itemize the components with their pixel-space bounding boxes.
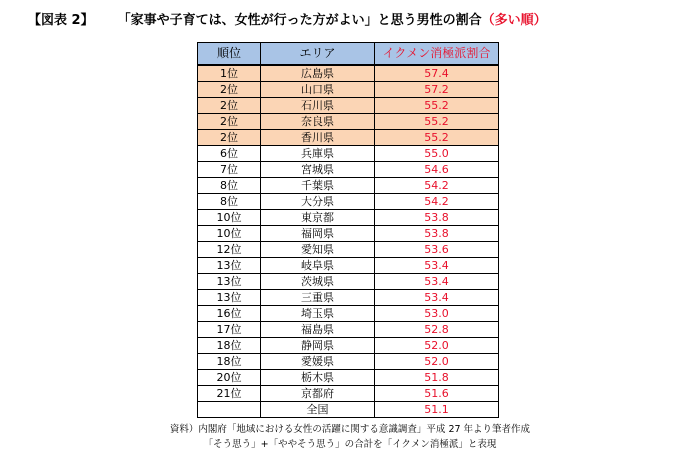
area-cell: 福島県 bbox=[261, 322, 375, 338]
table-header-row bbox=[198, 43, 499, 66]
rank-cell: 2位 bbox=[198, 98, 261, 114]
area-cell: 宮城県 bbox=[261, 162, 375, 178]
value-cell: 52.0 bbox=[375, 354, 499, 370]
value-cell: 51.6 bbox=[375, 386, 499, 402]
table-row bbox=[198, 65, 499, 82]
value-cell: 53.8 bbox=[375, 210, 499, 226]
area-cell: 岐阜県 bbox=[261, 258, 375, 274]
table-row bbox=[198, 322, 499, 338]
rank-cell: 1位 bbox=[198, 65, 261, 82]
table-body bbox=[198, 65, 499, 418]
figure-title-order: （多い順） bbox=[481, 13, 547, 28]
rank-cell: 17位 bbox=[198, 322, 261, 338]
area-cell: 京都府 bbox=[261, 386, 375, 402]
area-cell: 千葉県 bbox=[261, 178, 375, 194]
rank-cell: 10位 bbox=[198, 210, 261, 226]
rank-cell: 2位 bbox=[198, 82, 261, 98]
area-cell: 兵庫県 bbox=[261, 146, 375, 162]
table-row bbox=[198, 210, 499, 226]
rank-cell: 18位 bbox=[198, 338, 261, 354]
rank-cell: 6位 bbox=[198, 146, 261, 162]
table-row bbox=[198, 162, 499, 178]
rank-cell: 13位 bbox=[198, 290, 261, 306]
rank-cell: 2位 bbox=[198, 130, 261, 146]
table-row bbox=[198, 290, 499, 306]
value-cell: 54.2 bbox=[375, 194, 499, 210]
value-cell: 53.6 bbox=[375, 242, 499, 258]
header-ratio: イクメン消極派割合 bbox=[375, 43, 499, 66]
figure-title bbox=[28, 9, 547, 28]
area-cell: 愛知県 bbox=[261, 242, 375, 258]
value-cell: 54.6 bbox=[375, 162, 499, 178]
value-cell: 57.4 bbox=[375, 65, 499, 82]
table-row bbox=[198, 226, 499, 242]
rank-cell bbox=[198, 402, 261, 418]
figure-title-main: 「家事や子育ては、女性が行った方がよい」と思う男性の割合 bbox=[117, 13, 482, 28]
rank-cell: 7位 bbox=[198, 162, 261, 178]
table-row bbox=[198, 386, 499, 402]
rank-cell: 12位 bbox=[198, 242, 261, 258]
table-row bbox=[198, 114, 499, 130]
rank-cell: 16位 bbox=[198, 306, 261, 322]
area-cell: 石川県 bbox=[261, 98, 375, 114]
source-note: 資料）内閣府「地域における女性の活躍に関する意識調査」平成 27 年より筆者作成 bbox=[169, 424, 531, 435]
rank-cell: 10位 bbox=[198, 226, 261, 242]
area-cell: 福岡県 bbox=[261, 226, 375, 242]
area-cell: 栃木県 bbox=[261, 370, 375, 386]
header-area: エリア bbox=[261, 43, 375, 66]
table-row bbox=[198, 338, 499, 354]
definition-note: 「そう思う」+「ややそう思う」の合計を「イクメン消極派」と表現 bbox=[203, 439, 497, 450]
table-row bbox=[198, 354, 499, 370]
rank-cell: 2位 bbox=[198, 114, 261, 130]
area-cell: 静岡県 bbox=[261, 338, 375, 354]
value-cell: 57.2 bbox=[375, 82, 499, 98]
figure-number: 【図表 2】 bbox=[28, 13, 94, 28]
value-cell: 55.2 bbox=[375, 114, 499, 130]
area-cell: 奈良県 bbox=[261, 114, 375, 130]
table-row bbox=[198, 258, 499, 274]
value-cell: 55.2 bbox=[375, 130, 499, 146]
table-row bbox=[198, 274, 499, 290]
area-cell: 山口県 bbox=[261, 82, 375, 98]
value-cell: 53.0 bbox=[375, 306, 499, 322]
value-cell: 53.4 bbox=[375, 258, 499, 274]
table-row bbox=[198, 402, 499, 418]
table-row bbox=[198, 178, 499, 194]
value-cell: 53.4 bbox=[375, 290, 499, 306]
area-cell: 埼玉県 bbox=[261, 306, 375, 322]
rank-cell: 18位 bbox=[198, 354, 261, 370]
area-cell: 茨城県 bbox=[261, 274, 375, 290]
rank-cell: 8位 bbox=[198, 178, 261, 194]
rank-cell: 13位 bbox=[198, 274, 261, 290]
area-cell: 全国 bbox=[261, 402, 375, 418]
value-cell: 51.8 bbox=[375, 370, 499, 386]
value-cell: 52.8 bbox=[375, 322, 499, 338]
table-row bbox=[198, 130, 499, 146]
area-cell: 広島県 bbox=[261, 65, 375, 82]
area-cell: 東京都 bbox=[261, 210, 375, 226]
table-row bbox=[198, 146, 499, 162]
area-cell: 三重県 bbox=[261, 290, 375, 306]
table-row bbox=[198, 82, 499, 98]
ranking-table bbox=[197, 42, 499, 418]
area-cell: 香川県 bbox=[261, 130, 375, 146]
value-cell: 55.2 bbox=[375, 98, 499, 114]
value-cell: 52.0 bbox=[375, 338, 499, 354]
value-cell: 53.4 bbox=[375, 274, 499, 290]
table-row bbox=[198, 370, 499, 386]
value-cell: 53.8 bbox=[375, 226, 499, 242]
rank-cell: 13位 bbox=[198, 258, 261, 274]
value-cell: 54.2 bbox=[375, 178, 499, 194]
value-cell: 55.0 bbox=[375, 146, 499, 162]
rank-cell: 21位 bbox=[198, 386, 261, 402]
table-row bbox=[198, 306, 499, 322]
header-rank: 順位 bbox=[198, 43, 261, 66]
table-row bbox=[198, 98, 499, 114]
rank-cell: 20位 bbox=[198, 370, 261, 386]
value-cell: 51.1 bbox=[375, 402, 499, 418]
area-cell: 愛媛県 bbox=[261, 354, 375, 370]
table-row bbox=[198, 194, 499, 210]
area-cell: 大分県 bbox=[261, 194, 375, 210]
table-row bbox=[198, 242, 499, 258]
rank-cell: 8位 bbox=[198, 194, 261, 210]
